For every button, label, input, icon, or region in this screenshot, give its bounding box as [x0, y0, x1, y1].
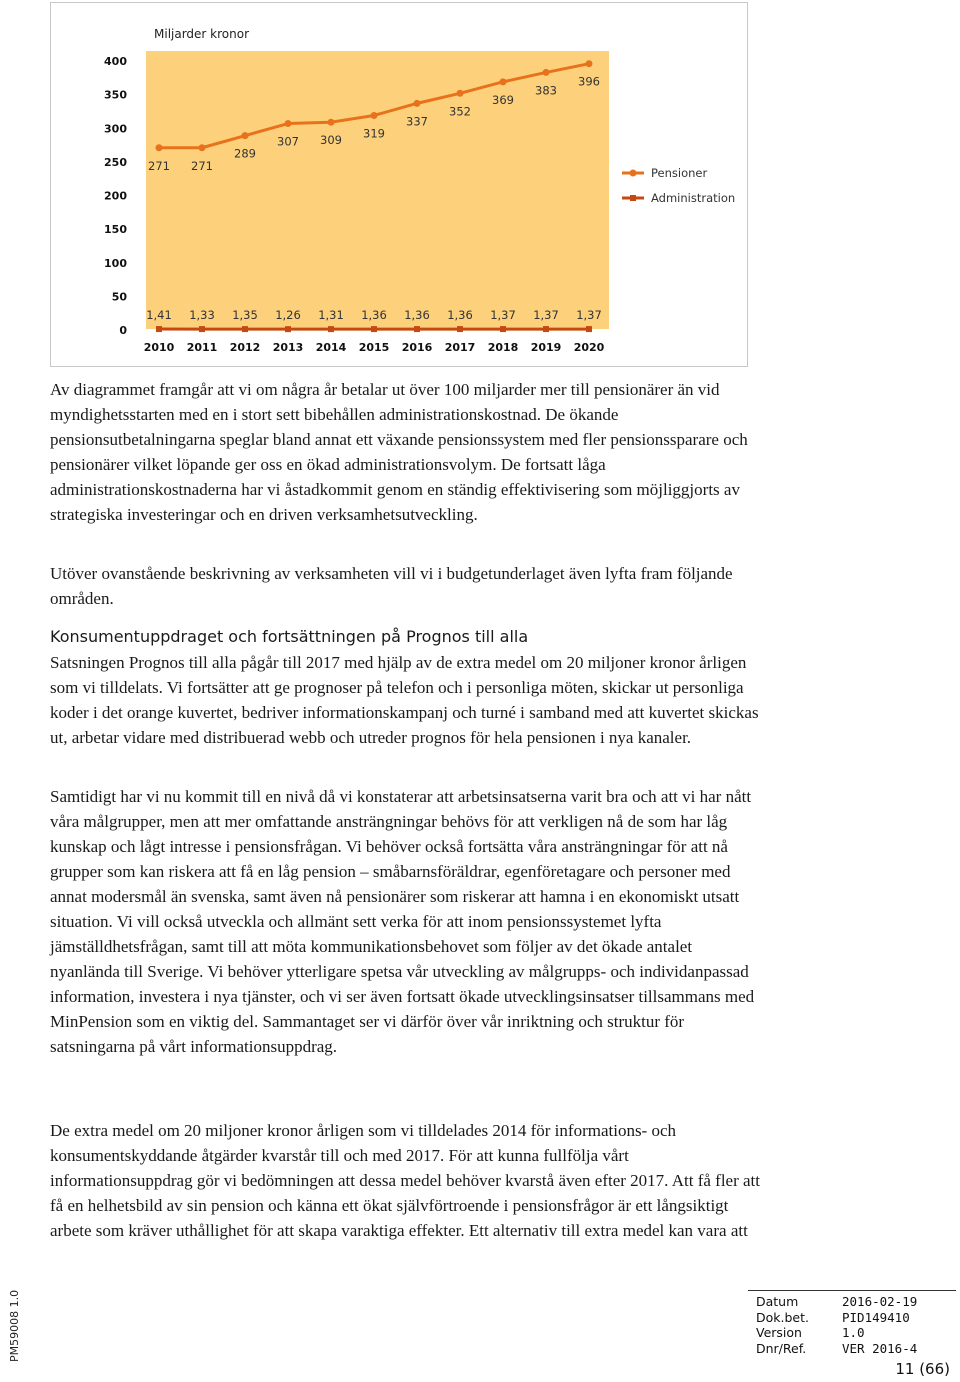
data-label: 1,37	[576, 308, 602, 322]
paragraph-target-groups: Samtidigt har vi nu kommit till en nivå då vi konstaterar att arbetsinsatserna varit bra och att vi har nått våra målgrupper, men att mer omfattande ansträngningar behövs för att verkligen nå de som har låg kunskap och lågt intresse i pensionsfrågan. Vi behöver också fortsätta våra ansträngningar för att nå grupper som kan riskera att få en låg pension – småbarnsföräldrar, egenföretagare och personer med annat modersmål än svenska, samt även nå pensionärer som riskerar att hamna i en ekonomiskt utsatt situation. Vi vill också utveckla och allmänt sett verka för att inom pensionssystemet lyfta jämställdhetsfrågan, samt till att möta kommunikationsbehovet som följer av det ökade antalet nyanlända till Sverige. Vi behöver ytterligare spetsa vår utveckling av målgrupps- och individanpassad information, investera i nya tjänster, och vi ser även fortsatt ökade utvecklingsinsatser tillsammans med MinPension som en viktig del. Sammantaget ser vi därför över vår inriktning och struktur för satsningarna på vårt informationsuppdrag.	[50, 787, 755, 1056]
y-tick-label: 100	[104, 256, 127, 270]
data-point	[156, 144, 163, 151]
data-point	[414, 326, 420, 332]
line-chart	[51, 3, 749, 368]
paragraph-following-areas: Utöver ovanstående beskrivning av verksamheten vill vi i budgetunderlaget även lyfta fram följande områden.	[50, 564, 733, 608]
data-point	[500, 78, 507, 85]
data-label: 307	[277, 134, 299, 149]
data-point	[500, 326, 506, 332]
data-label: 1,35	[232, 308, 258, 322]
data-label: 1,26	[275, 308, 301, 322]
data-label: 1,37	[490, 308, 516, 322]
data-label: 396	[578, 74, 600, 89]
data-point	[199, 144, 206, 151]
x-tick-label: 2019	[530, 341, 562, 354]
y-tick-label: 250	[104, 155, 127, 169]
paragraph-extra-funds: De extra medel om 20 miljoner kronor årligen som vi tilldelades 2014 för informations- och konsumentskyddande åtgärder kvarstår till och med 2017. För att kunna fullfölja vårt informationsuppdrag gör vi bedömningen att dessa medel behöver kvarstå även efter 2017. Att få fler att få en helhetsbild av sin pension och känna ett ökat självförtroende i pensionsfrågor är ett långsiktigt arbete som kräver uthållighet för att skapa varaktiga effekter. Ett alternativ till extra medel kan vara att	[50, 1121, 760, 1240]
data-label: 271	[191, 158, 213, 173]
data-point	[586, 326, 592, 332]
x-tick-label: 2018	[487, 341, 519, 354]
data-point	[457, 90, 464, 97]
data-point	[156, 326, 162, 332]
paragraph-chart-explanation: Av diagrammet framgår att vi om några år betalar ut över 100 miljarder mer till pensionärer än vid myndighetsstarten med en i stort sett bibehållen administrationskostnad. De ökande pensionsutbetalningarna speglar bland annat ett växande pensionssystem med fler pensionssparare och pensionärer vilket löpande ger oss en ökad administrationsvolym. De fortsatt låga administrationskostnaderna har vi åstadkommit genom en ständig effektivisering som möjliggjorts av strategiska investeringar och en driven verksamhetsutveckling.	[50, 380, 748, 524]
data-point	[328, 119, 335, 126]
data-point	[242, 132, 249, 139]
meta-row-version	[756, 1325, 917, 1341]
data-point	[414, 100, 421, 107]
data-label: 309	[320, 133, 342, 148]
legend-entry: Pensioner	[651, 166, 708, 180]
dnr-label: Dnr/Ref.	[756, 1340, 807, 1356]
x-tick-label: 2017	[444, 341, 476, 354]
y-tick-label: 400	[104, 55, 127, 68]
template-code: PM59008 1.0	[8, 1289, 21, 1362]
data-label: 1,36	[404, 308, 430, 322]
footer-divider	[748, 1290, 956, 1291]
legend-entry: Administration	[651, 191, 736, 205]
legend-marker	[630, 195, 636, 201]
data-label: 271	[148, 158, 170, 173]
page-number: 11 (66)	[895, 1360, 950, 1378]
x-tick-label: 2013	[272, 341, 304, 354]
y-tick-label: 350	[104, 88, 127, 102]
section-heading: Konsumentuppdraget och fortsättningen på Prognos till alla	[50, 627, 529, 646]
meta-row-datum	[756, 1294, 917, 1310]
paragraph-prognos-till-alla: Satsningen Prognos till alla pågår till 2017 med hjälp av de extra medel om 20 miljoner kronor årligen som vi tilldelats. Vi fortsätter att ge prognoser på telefon och i personliga möten, skickar ut personliga koder i det orange kuvertet, bedriver informationskampanj och turné i samband med att kuvertet skickas ut, arbetar vidare med distribuerad webb och utreder prognos för hela pensionen i nya kanaler.	[50, 653, 759, 747]
y-tick-label: 200	[104, 189, 127, 203]
data-label: 1,36	[447, 308, 473, 322]
x-tick-label: 2020	[573, 341, 605, 354]
data-point	[328, 326, 334, 332]
meta-row-dnr	[756, 1341, 917, 1357]
meta-row-dokbet	[756, 1310, 917, 1326]
data-label: 337	[406, 114, 428, 129]
x-tick-label: 2014	[315, 341, 347, 354]
x-tick-label: 2015	[358, 341, 390, 354]
legend-marker	[630, 170, 637, 177]
chart-frame	[50, 2, 748, 367]
dnr-value: VER 2016-4	[842, 1340, 918, 1356]
data-label: 383	[535, 83, 557, 98]
y-tick-label: 150	[104, 223, 127, 237]
data-point	[543, 69, 550, 76]
y-tick-label: 0	[119, 324, 127, 337]
version-label: Version	[756, 1325, 802, 1340]
data-label: 289	[234, 146, 256, 161]
data-label: 352	[449, 104, 471, 119]
data-label: 1,31	[318, 308, 344, 322]
x-tick-label: 2016	[401, 341, 433, 354]
document-metadata	[756, 1294, 917, 1356]
data-point	[199, 326, 205, 332]
x-tick-label: 2012	[229, 341, 261, 354]
data-label: 1,36	[361, 308, 387, 322]
data-point	[285, 326, 291, 332]
data-label: 319	[363, 126, 385, 141]
data-point	[586, 60, 593, 67]
datum-value: 2016-02-19	[842, 1294, 918, 1309]
version-value: 1.0	[842, 1325, 865, 1340]
data-point	[457, 326, 463, 332]
data-point	[242, 326, 248, 332]
data-point	[371, 326, 377, 332]
dokbet-label: Dok.bet.	[756, 1309, 809, 1325]
x-tick-label: 2011	[186, 341, 218, 354]
x-tick-label: 2010	[143, 341, 175, 354]
dokbet-value: PID149410	[842, 1309, 910, 1325]
y-tick-label: 300	[104, 122, 127, 136]
data-label: 1,37	[533, 308, 559, 322]
data-point	[285, 120, 292, 127]
data-label: 1,41	[146, 308, 172, 322]
data-label: 1,33	[189, 308, 215, 322]
chart-title: Miljarder kronor	[154, 27, 250, 41]
data-point	[543, 326, 549, 332]
data-point	[371, 112, 378, 119]
y-tick-label: 50	[111, 290, 127, 304]
datum-label: Datum	[756, 1294, 799, 1309]
data-label: 369	[492, 92, 514, 107]
